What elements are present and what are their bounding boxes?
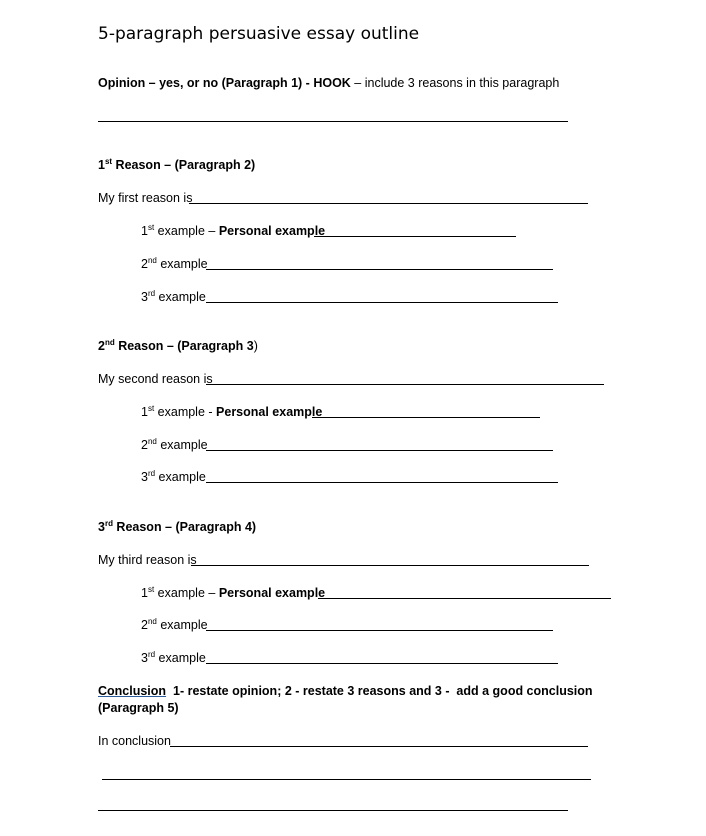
conclusion-extra-line-1[interactable] — [102, 779, 591, 780]
reason3-ex1-number: 1 — [141, 586, 148, 600]
reason1-ex1-suffix: st — [147, 223, 155, 232]
reason2-ex1-number: 1 — [141, 405, 148, 419]
reason3-heading-text: Reason – (Paragraph 4) — [112, 520, 257, 534]
reason3-example3 — [141, 650, 206, 666]
reason1-number: 1 — [98, 158, 105, 172]
reason2-ex2-suffix: nd — [147, 437, 157, 446]
reason2-ex1-suffix: st — [147, 404, 155, 413]
reason3-ex2-answer-line[interactable] — [206, 630, 553, 631]
reason2-answer-line[interactable] — [206, 384, 604, 385]
reason3-ex2-text: example — [156, 618, 208, 632]
reason1-ex2-answer-line[interactable] — [206, 269, 553, 270]
reason1-ex3-answer-line[interactable] — [206, 302, 558, 303]
reason1-heading-text: Reason – (Paragraph 2) — [112, 158, 256, 172]
reason1-ex2-text: example — [156, 257, 208, 271]
reason2-ex2-answer-line[interactable] — [206, 450, 553, 451]
reason3-ex2-number: 2 — [141, 618, 148, 632]
opinion-note: – include 3 reasons in this paragraph — [350, 76, 560, 90]
reason1-prompt-line — [98, 190, 192, 206]
reason3-answer-line[interactable] — [191, 565, 589, 566]
reason2-number: 2 — [98, 339, 105, 353]
reason2-suffix: nd — [104, 338, 115, 347]
reason3-ex1-bold: Personal example — [218, 586, 326, 600]
conclusion-prompt-line — [98, 733, 171, 749]
reason1-ex1-number: 1 — [141, 224, 148, 238]
reason1-ex1-bold: Personal example — [218, 224, 326, 238]
reason2-heading — [98, 338, 258, 354]
reason1-ex2-number: 2 — [141, 257, 148, 271]
reason3-ex3-suffix: rd — [147, 650, 156, 659]
reason3-prompt: My third reason is — [98, 553, 197, 567]
reason3-ex1-suffix: st — [147, 585, 155, 594]
reason3-example2 — [141, 617, 208, 633]
reason2-heading-text: Reason – (Paragraph 3 — [114, 339, 254, 353]
reason3-number: 3 — [98, 520, 105, 534]
reason1-heading — [98, 157, 255, 173]
reason1-suffix: st — [104, 157, 113, 166]
opinion-heading-line — [98, 75, 559, 91]
conclusion-word: Conclusion — [98, 684, 167, 698]
reason3-ex3-answer-line[interactable] — [206, 663, 558, 664]
reason2-example3 — [141, 469, 206, 485]
reason2-ex1-answer-line[interactable] — [312, 417, 540, 418]
conclusion-heading — [98, 683, 593, 699]
reason1-example3 — [141, 289, 206, 305]
page-title: 5-paragraph persuasive essay outline — [98, 24, 420, 44]
conclusion-answer-line[interactable] — [170, 746, 588, 747]
reason1-ex1-answer-line[interactable] — [314, 236, 516, 237]
conclusion-paragraph-label: (Paragraph 5) — [98, 701, 179, 715]
reason3-prompt-line — [98, 552, 197, 568]
reason3-ex1-text: example – — [154, 586, 219, 600]
reason2-ex3-answer-line[interactable] — [206, 482, 558, 483]
reason3-ex3-number: 3 — [141, 651, 148, 665]
opinion-heading: Opinion – yes, or no (Paragraph 1) - HOOK — [98, 76, 351, 90]
reason1-ex1-text: example – — [154, 224, 219, 238]
reason1-answer-line[interactable] — [189, 203, 588, 204]
reason1-ex2-suffix: nd — [147, 256, 157, 265]
reason3-ex2-suffix: nd — [147, 617, 157, 626]
reason3-suffix: rd — [104, 519, 113, 528]
conclusion-extra-line-2[interactable] — [98, 810, 568, 811]
reason2-ex1-text: example - — [154, 405, 217, 419]
reason2-ex3-number: 3 — [141, 470, 148, 484]
reason1-ex3-number: 3 — [141, 290, 148, 304]
reason1-ex3-suffix: rd — [147, 289, 156, 298]
reason3-heading — [98, 519, 256, 535]
reason3-example1 — [141, 585, 325, 601]
reason2-example1 — [141, 404, 322, 420]
reason2-ex1-bold: Personal example — [216, 405, 323, 419]
reason1-ex3-text: example — [155, 290, 206, 304]
reason2-example2 — [141, 437, 208, 453]
reason1-example1 — [141, 223, 325, 239]
reason2-prompt: My second reason is — [98, 372, 213, 386]
conclusion-prompt: In conclusion — [98, 734, 171, 748]
reason3-ex3-text: example — [155, 651, 206, 665]
reason2-ex2-text: example — [156, 438, 208, 452]
reason3-ex1-answer-line[interactable] — [318, 598, 611, 599]
opinion-answer-line[interactable] — [98, 121, 568, 122]
reason2-prompt-line — [98, 371, 213, 387]
reason2-ex3-suffix: rd — [147, 469, 156, 478]
reason1-example2 — [141, 256, 208, 272]
reason2-ex2-number: 2 — [141, 438, 148, 452]
reason1-prompt: My first reason is — [98, 191, 193, 205]
reason2-ex3-text: example — [155, 470, 206, 484]
conclusion-line1: 1- restate opinion; 2 - restate 3 reasons and 3 - add a good conclusion — [166, 684, 593, 698]
reason2-heading-end: ) — [253, 339, 258, 353]
